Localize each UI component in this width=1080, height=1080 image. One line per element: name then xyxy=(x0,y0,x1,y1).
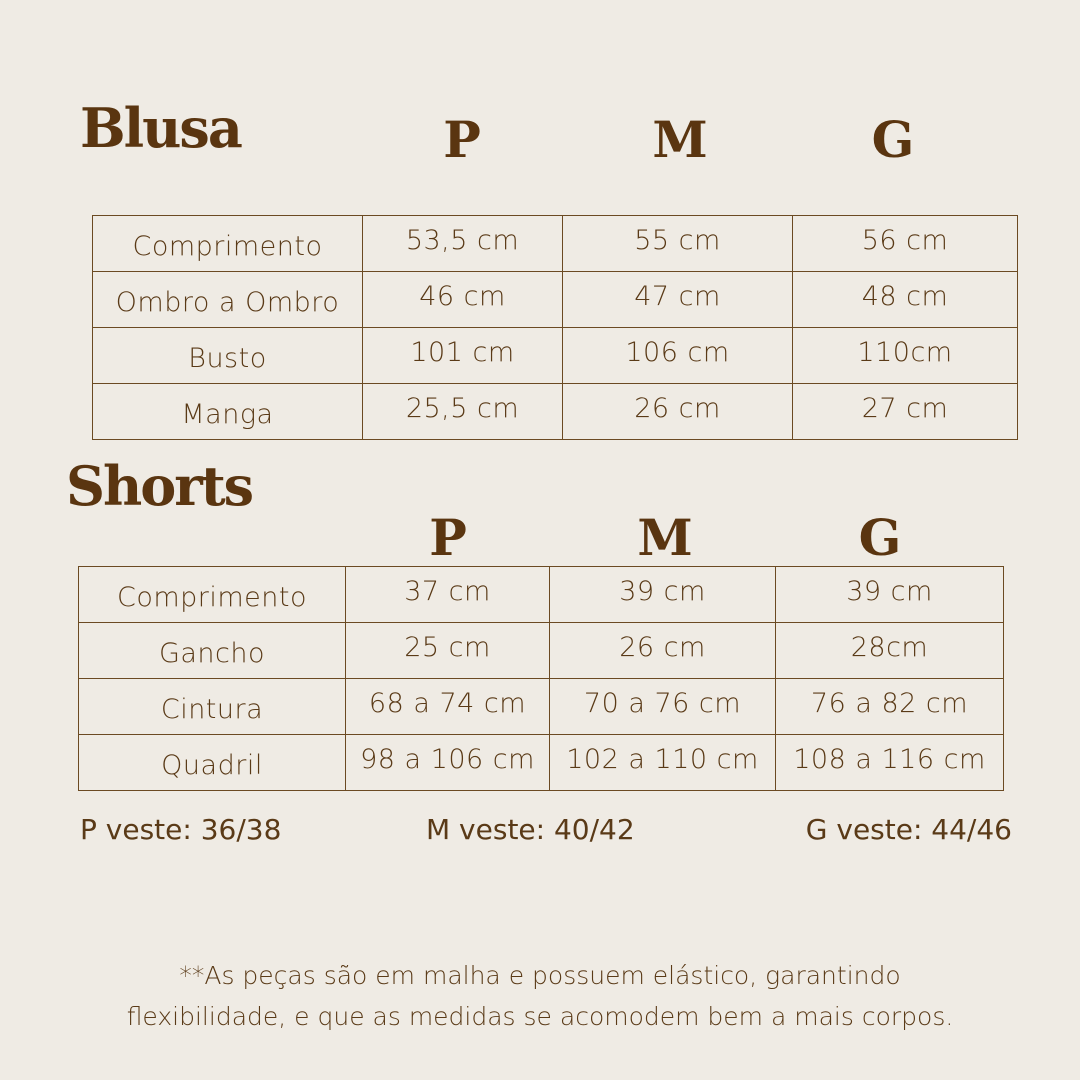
table-row xyxy=(93,216,1018,272)
shorts-title: Shorts xyxy=(66,454,253,518)
value-m: 70 a 76 cm xyxy=(550,679,776,735)
table-row xyxy=(79,679,1004,735)
shorts-size-p: P xyxy=(429,508,467,567)
value-p: 98 a 106 cm xyxy=(346,735,550,791)
value-m: 26 cm xyxy=(550,623,776,679)
row-label: Manga xyxy=(93,384,363,440)
row-label: Cintura xyxy=(79,679,346,735)
value-g: 56 cm xyxy=(793,216,1018,272)
note-line-2: flexibilidade, e que as medidas se acomodem bem a mais corpos. xyxy=(126,1002,954,1031)
blusa-size-m: M xyxy=(652,110,708,169)
value-m: 106 cm xyxy=(563,328,793,384)
value-g: 48 cm xyxy=(793,272,1018,328)
fabric-note xyxy=(40,955,1040,1037)
row-label: Gancho xyxy=(79,623,346,679)
blusa-size-p: P xyxy=(443,110,481,169)
table-row xyxy=(79,567,1004,623)
table-row xyxy=(79,735,1004,791)
value-m: 39 cm xyxy=(550,567,776,623)
veste-p: P veste: 36/38 xyxy=(80,813,282,846)
value-p: 53,5 cm xyxy=(363,216,563,272)
table-row xyxy=(93,328,1018,384)
shorts-table xyxy=(78,566,1004,791)
value-p: 37 cm xyxy=(346,567,550,623)
value-p: 101 cm xyxy=(363,328,563,384)
value-p: 46 cm xyxy=(363,272,563,328)
value-m: 102 a 110 cm xyxy=(550,735,776,791)
value-p: 25,5 cm xyxy=(363,384,563,440)
value-g: 39 cm xyxy=(776,567,1004,623)
value-g: 28cm xyxy=(776,623,1004,679)
value-p: 68 a 74 cm xyxy=(346,679,550,735)
value-m: 47 cm xyxy=(563,272,793,328)
blusa-title: Blusa xyxy=(80,96,241,160)
blusa-size-g: G xyxy=(871,110,915,169)
veste-g: G veste: 44/46 xyxy=(805,813,1012,846)
row-label: Quadril xyxy=(79,735,346,791)
value-g: 76 a 82 cm xyxy=(776,679,1004,735)
shorts-size-m: M xyxy=(637,508,693,567)
row-label: Comprimento xyxy=(93,216,363,272)
row-label: Comprimento xyxy=(79,567,346,623)
note-line-1: **As peças são em malha e possuem elástico, garantindo xyxy=(179,961,901,990)
value-p: 25 cm xyxy=(346,623,550,679)
value-g: 108 a 116 cm xyxy=(776,735,1004,791)
value-m: 26 cm xyxy=(563,384,793,440)
value-m: 55 cm xyxy=(563,216,793,272)
row-label: Busto xyxy=(93,328,363,384)
veste-m: M veste: 40/42 xyxy=(426,813,635,846)
table-row xyxy=(79,623,1004,679)
row-label: Ombro a Ombro xyxy=(93,272,363,328)
blusa-table xyxy=(92,215,1018,440)
table-row xyxy=(93,384,1018,440)
table-row xyxy=(93,272,1018,328)
value-g: 27 cm xyxy=(793,384,1018,440)
shorts-size-g: G xyxy=(858,508,902,567)
value-g: 110cm xyxy=(793,328,1018,384)
